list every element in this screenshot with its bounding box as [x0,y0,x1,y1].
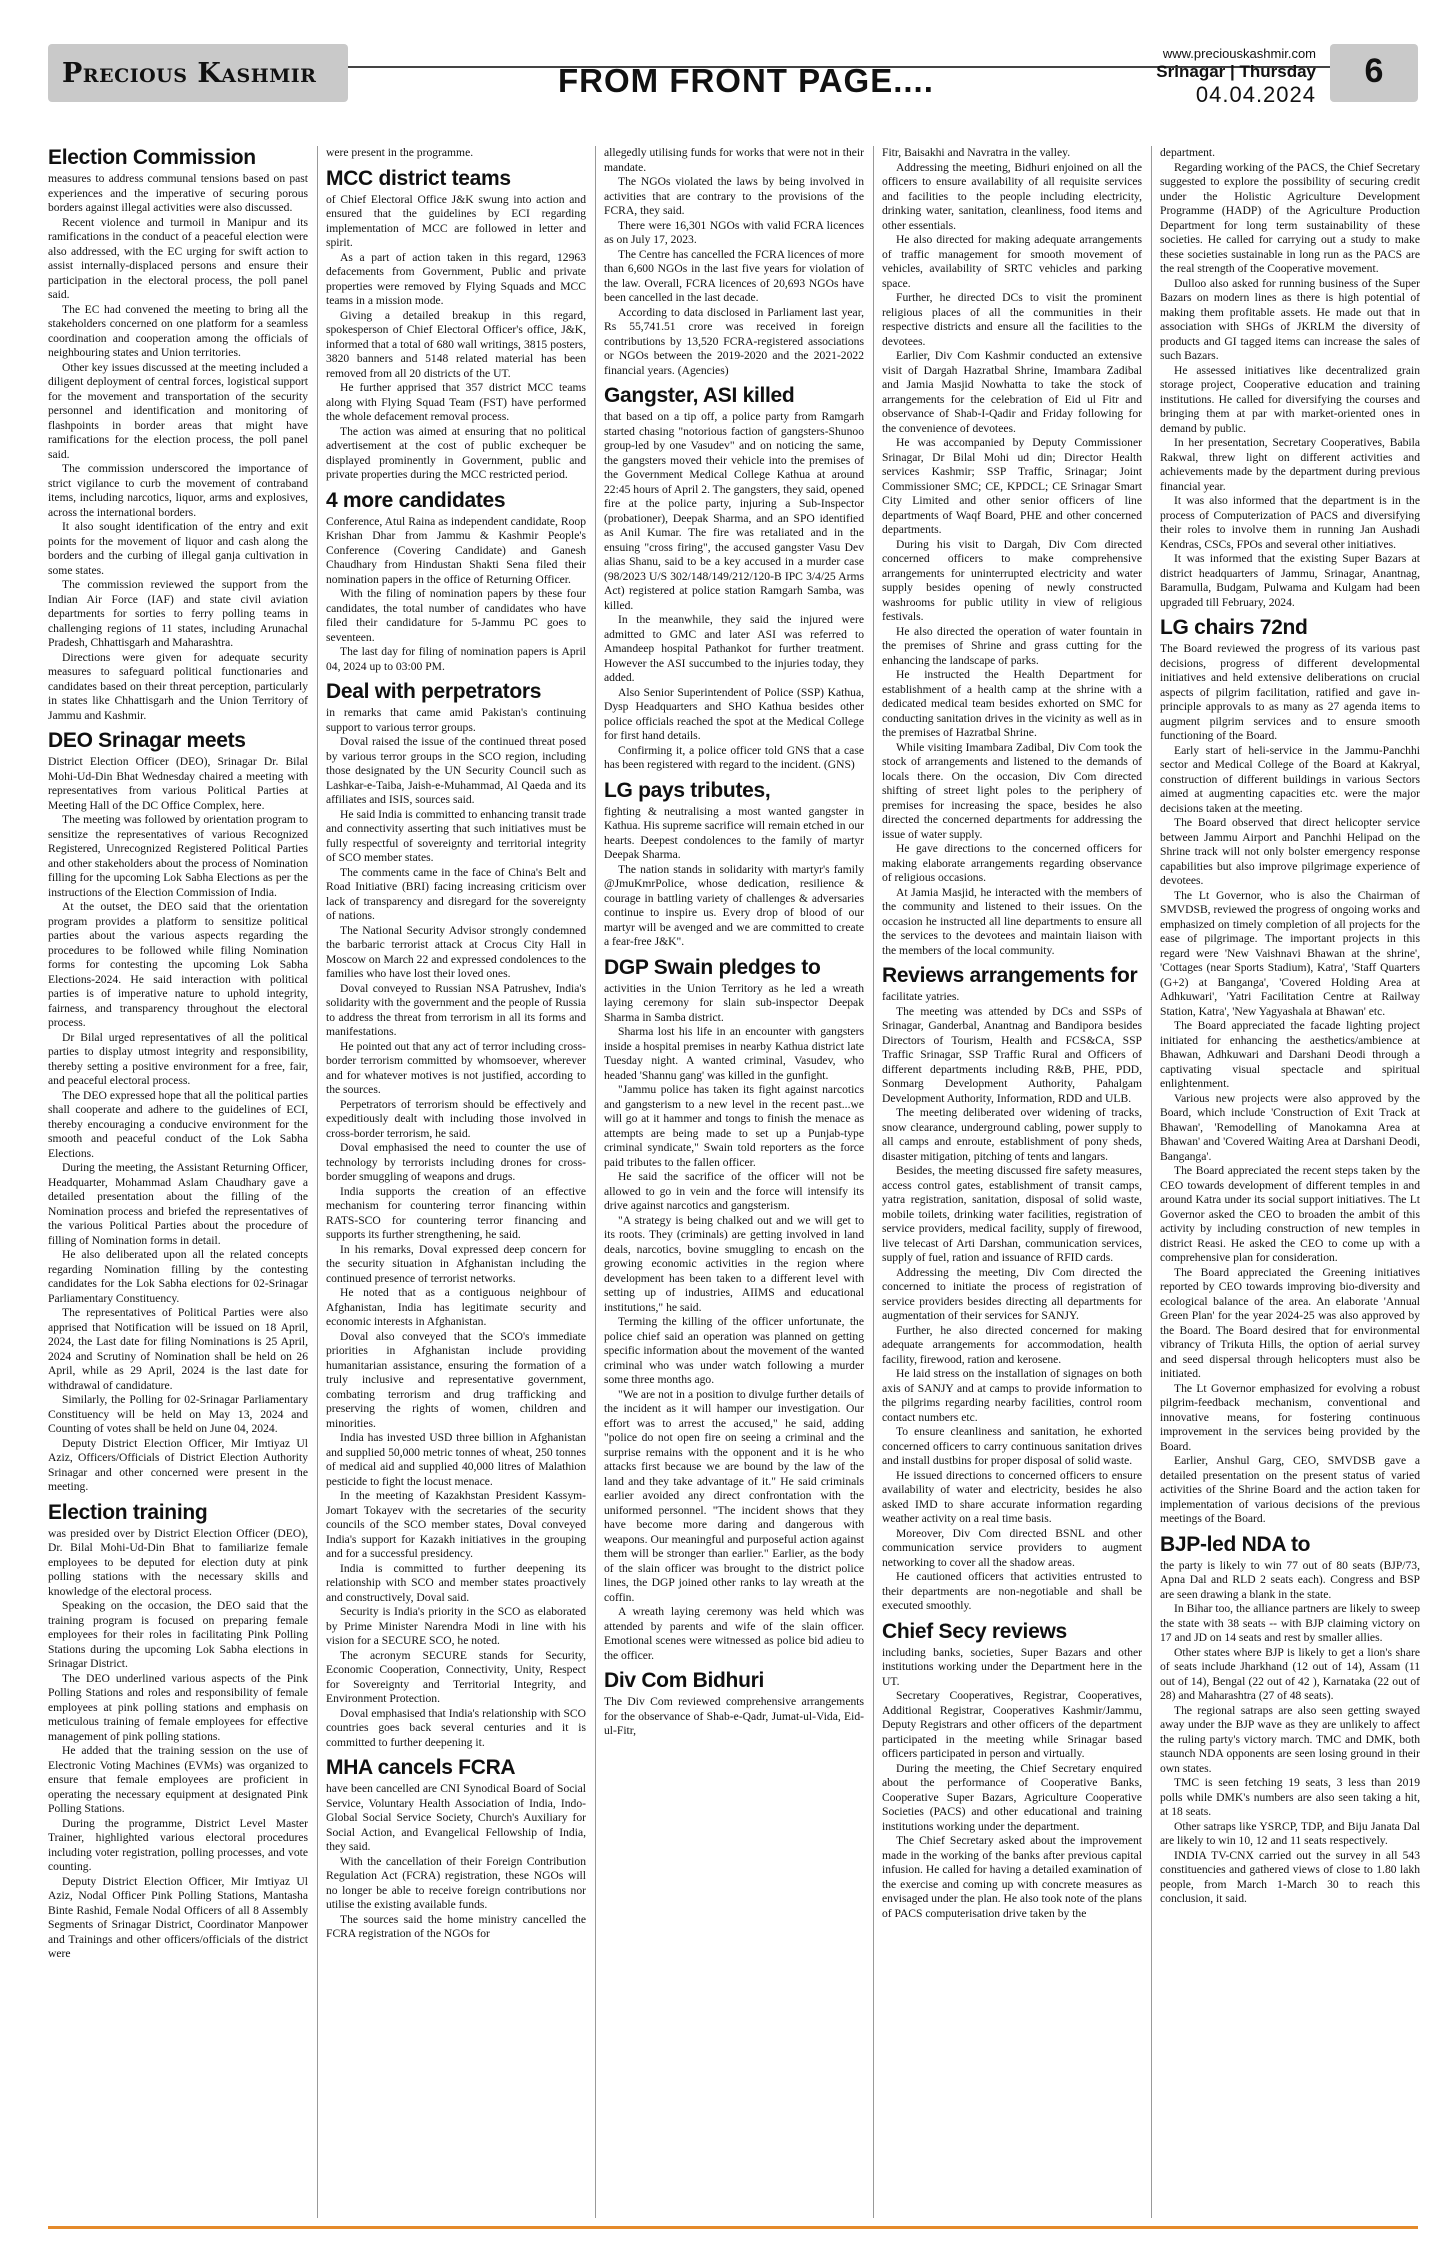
article-paragraph: While visiting Imambara Zadibal, Div Com took the stock of arrangements and listened to the demands of locals there. On the occasion, Div Com directed shifting of street light poles to the periphery of premises for increasing the space, besides he also directed the concerned departments for addressing the issue of water supply. [882,740,1142,841]
article-paragraph: It was informed that the existing Super Bazars at district headquarters of Jammu, Srinagar, Anantnag, Baramulla, Budgam, Pulwama and Kulgam had been upgraded till February, 2024. [1160,552,1420,609]
article-paragraph: Also Senior Superintendent of Police (SSP) Kathua, Dysp Headquarters and SHO Kathua besides other police officials reached the spot at the Medical College for first hand details. [604,685,864,742]
article-paragraph: He added that the training session on the use of Electronic Voting Machines (EVMs) was organized to ensure that female employees are proficient in operating the necessary equipment at designated Pink Polling Stations. [48,1744,308,1815]
article-paragraph: the party is likely to win 77 out of 80 seats (BJP/73, Apna Dal and RLD 2 seats each). Congress and BSP are seen drawing a blank in the state. [1160,1558,1420,1601]
article-paragraph: The last day for filing of nomination papers is April 04, 2024 up to 03:00 PM. [326,645,586,673]
article [326,1756,586,1942]
article-paragraph: fighting & neutralising a most wanted gangster in Kathua. His supreme sacrifice will remain etched in our hearts. Deepest condolences to the family of martyr Deepak Sharma. [604,804,864,861]
article-paragraph: Other key issues discussed at the meeting included a diligent deployment of central forces, logistical support for the movement and transportation of the security personnel and identification and monitoring of flashpoints in border areas that might have ramifications for the election process, the poll panel said. [48,360,308,461]
article-paragraph: India supports the creation of an effective mechanism for countering terror financing within RATS-SCO for countering terror financing and supports its further strengthening, he said. [326,1184,586,1241]
article-paragraph: The EC had convened the meeting to bring all the stakeholders concerned on one platform for a seamless coordination and cooperation among the officials of neighbouring states and Union territories. [48,302,308,359]
article-paragraph: He instructed the Health Department for establishment of a health camp at the shrine with a dedicated medical team besides exhorted on SMC for conducting sanitation drives in the vicinity as well as in the premises of Hazratbal Shrine. [882,668,1142,739]
article-paragraph: The Board appreciated the Greening initiatives reported by CEO towards improving bio-diversity and ecological balance of the area. An elaborate 'Annual Green Plan' for the year 2024-25 was also approved by the Board. The Board desired that for environmental vibrancy of Trikuta Hills, the option of aerial survey and seed dispersal through helicopters must also be initiated. [1160,1265,1420,1380]
article-paragraph: Other states where BJP is likely to get a lion's share of seats include Jharkhand (12 out of 14), Assam (11 out of 14), Bengal (22 out of 42 ), Karnataka (22 out of 28) and Maharashtra (27 of 48 seats). [1160,1645,1420,1702]
article-heading: MHA cancels FCRA [326,1756,516,1779]
article-paragraph: Doval emphasised the need to counter the use of technology by terrorists including drones for cross-border smuggling of weapons and drugs. [326,1141,586,1183]
article-heading: Div Com Bidhuri [604,1669,765,1692]
article-paragraph: He assessed initiatives like decentralized grain storage project, Cooperative education and training institutions. He called for diversifying the courses and bringing them at par with market-oriented ones in demand by public. [1160,363,1420,435]
article-paragraph: were present in the programme. [326,146,474,159]
column-1 [48,146,308,2218]
column-divider [873,146,874,2218]
article-paragraph: Directions were given for adequate security measures to safeguard political functionaries and candidates based on their threat perception, particularly in states like Chhattisgarh and the Union Territory of Jammu and Kashmir. [48,650,308,722]
article-paragraph: The NGOs violated the laws by being involved in activities that are contrary to the provisions of the FCRA, they said. [604,175,864,217]
column-divider [595,146,596,2218]
article-paragraph: Regarding working of the PACS, the Chief Secretary suggested to explore the possibility of securing credit under the Holistic Agriculture Development Programme (HADP) of the Agriculture Production Department for long term sustainability of these societies. He called for carrying out a study to make these societies sustainable in long run as the PACS are the real strength of the Cooperative movement. [1160,160,1420,275]
article-heading: 4 more candidates [326,488,506,512]
article-heading: Chief Secy reviews [882,1619,1067,1643]
article-paragraph: Speaking on the occasion, the DEO said that the training program is focused on preparing female employees for their roles in facilitating Pink Polling Stations during the upcoming Lok Sabha elections in Srinagar District. [48,1599,308,1670]
article-paragraph: The Board appreciated the facade lighting project initiated for enhancing the aesthetics/ambience at Bhawan, Adhkuwari and Darshani Deodi through a captivating visual spectacle and spiritual enlightenment. [1160,1019,1420,1090]
article-heading: Gangster, ASI killed [604,384,795,407]
article-paragraph: Doval conveyed to Russian NSA Patrushev, India's solidarity with the government and the people of Russia to address the threat from terrorism in all its forms and manifestations. [326,981,586,1038]
article-paragraph: The regional satraps are also seen getting swayed away under the BJP wave as they are unlikely to affect the ruling party's victory march. TMC and DMK, both staunch NDA opponents are seen losing ground in their own states. [1160,1703,1420,1775]
article-paragraph: Doval raised the issue of the continued threat posed by various terror groups in the SCO region, including those designated by the UN Security Council such as Lashkar-e-Taiba, Jaish-e-Muhammad, Al Qaeda and its affiliates and ISIS, sources said. [326,735,586,806]
article [1160,616,1420,1527]
article-paragraph: The Div Com reviewed comprehensive arrangements for the observance of Shab-e-Qadr, Jumat-ul-Vida, Eid-ul-Fitr, [604,1695,864,1737]
article-paragraph: The DEO underlined various aspects of the Pink Polling Stations and roles and responsibility of female employees at pink polling stations and emphasis on meticulous training of female employees for effective management of pink polling stations. [48,1671,308,1743]
article-paragraph: The action was aimed at ensuring that no political advertisement at the cost of public exchequer be displayed prominently in Government, public and private properties during the MCC restricted period. [326,424,586,481]
article-paragraph: Addressing the meeting, Bidhuri enjoined on all the officers to ensure availability of all requisite services and facilities to the people including electricity, drinking water, sanitation, cleanliness, food items and other essentials. [882,160,1142,232]
article-paragraph: He issued directions to concerned officers to ensure availability of water and electricity, besides he also asked IMD to share accurate information regarding weather activity on a real time basis. [882,1468,1142,1525]
column-3 [604,146,864,2218]
article-paragraph: The commission reviewed the support from the Indian Air Force (IAF) and state civil aviation departments for sorties to ferry polling teams in challenging regions of 11 states, including Arunachal Pradesh, Chhattisgarh and Maharashtra. [48,578,308,649]
article-paragraph: Deputy District Election Officer, Mir Imtiyaz Ul Aziz, Officers/Officials of District Election Authority Srinagar and other concerned were present in the meeting. [48,1436,308,1493]
article [604,384,864,773]
article-paragraph: Earlier, Anshul Garg, CEO, SMVDSB gave a detailed presentation on the present status of varied activities of the Shrine Board and the action taken for implementation of various decisions of the previous meetings of the Board. [1160,1454,1420,1525]
article-paragraph: Doval emphasised that India's relationship with SCO countries goes back several centuries and it is committed to further deepening it. [326,1706,586,1749]
section-title: FROM FRONT PAGE.... [558,62,934,99]
column-5 [1160,146,1420,2218]
article-paragraph: Dulloo also asked for running business of the Super Bazars on modern lines as there is high potential of making them profitable assets. He made out that in association with SHGs of JKRLM the diversity of products and GI tagged items can increase the sales of such Bazars. [1160,276,1420,362]
article-paragraph: He gave directions to the concerned officers for making elaborate arrangements regarding observance of religious occasions. [882,842,1142,884]
article-paragraph: The meeting deliberated over widening of tracks, snow clearance, underground cabling, power supply to all camps and enroute, establishment of pony sheds, disaster mitigation, pitching of tents and langars. [882,1106,1142,1163]
article [326,167,586,483]
article [882,964,1142,1614]
article-paragraph: In Bihar too, the alliance partners are likely to sweep the state with 38 seats -- with BJP claiming victory on 17 and JD on 14 seats and rest by smaller allies. [1160,1602,1420,1644]
article-paragraph: The Board reviewed the progress of its various past decisions, progress of different developmental initiatives and held extensive deliberations on crucial aspects of pilgrim facilitation, ratified and gave in-principle approvals to as many as 27 agenda items to augment pilgrim services and to ensure smooth functioning of the Board. [1160,642,1420,742]
article [48,729,308,1495]
article-paragraph: Secretary Cooperatives, Registrar, Cooperatives, Additional Registrar, Cooperatives Kashmir/Jammu, Deputy Registrars and other officers of the department participated in the meeting while Srinagar based officers participated in person and virtually. [882,1689,1142,1760]
article-paragraph: The nation stands in solidarity with martyr's family @JmuKmrPolice, whose dedication, resilience & courage in battling variety of challenges & adversaries continue to inspire us. Every drop of blood of our martyr will be avenged and we are committed to create a fear-free J&K". [604,862,864,948]
article [326,146,586,161]
article-paragraph: Giving a detailed breakup in this regard, spokesperson of Chief Electoral Officer's office, J&K, informed that a total of 680 wall writings, 3815 posters, 3820 banners and 5148 related material has been removed from all 20 districts of the UT. [326,308,586,380]
article [604,1669,864,1739]
newspaper-name: Precious Kashmir [62,58,317,89]
article-paragraph: In his remarks, Doval expressed deep concern for the security situation in Afghanistan including the continued presence of terrorist networks. [326,1242,586,1285]
article-paragraph: He said India is committed to enhancing transit trade and connectivity asserting that such initiatives must be fully respectful of sovereignty and territorial integrity of SCO member states. [326,807,586,864]
article-paragraph: Early start of heli-service in the Jammu-Panchhi sector and Medical College of the Board at Kakryal, construction of different buildings in various Sectors aimed at augmenting capacities etc. were the major decisions taken at the meeting. [1160,743,1420,815]
article-paragraph: He noted that as a contiguous neighbour of Afghanistan, India has legitimate security and economic interests in Afghanistan. [326,1286,586,1328]
article-paragraph: In the meanwhile, they said the injured were admitted to GMC and later ASI was referred to Amandeep hospital Pathankot for further treatment. However the ASI succumbed to the injuries today, they added. [604,613,864,684]
masthead [48,44,1418,107]
dateline: Srinagar | Thursday [1156,62,1316,81]
masthead-banner [48,44,348,102]
article-paragraph: in remarks that came amid Pakistan's continuing support to various terror groups. [326,706,586,734]
article-paragraph: India is committed to further deepening its relationship with SCO and member states proactively and constructively, Doval said. [326,1561,586,1604]
article-paragraph: In the meeting of Kazakhstan President Kassym-Jomart Tokayev with the secretaries of the security councils of the SCO member states, Doval conveyed India's support for Kazakh initiatives in the grouping and for a successful presidency. [326,1489,586,1560]
article-paragraph: including banks, societies, Super Bazars and other institutions working under the Department here in the UT. [882,1645,1142,1688]
article-paragraph: Further, he directed DCs to visit the prominent religious places of all the communities in their respective districts and ensure all the facilities to the devotees. [882,291,1142,348]
article-paragraph: At the outset, the DEO said that the orientation program provides a platform to sensitize political parties about the various aspects regarding the procedures to be followed while filing Nomination forms for contesting the upcoming Lok Sabha Elections-2024. He said interaction with political parties is of imperative nature to uphold integrity, fairness, and transparency throughout the electoral process. [48,900,308,1029]
article-paragraph: The National Security Advisor strongly condemned the barbaric terrorist attack at Crocus City Hall in Moscow on March 22 and expressed condolences to the families who have lost their loved ones. [326,923,586,980]
article-paragraph: Various new projects were also approved by the Board, which include 'Construction of Exit Track at Bhawan', 'Remodelling of Manokamna Area at Bhawan' and 'Covered Waiting Area at Darshani Deodi, Banganga'. [1160,1091,1420,1163]
article-columns [48,146,1418,2218]
article-paragraph: Dr Bilal urged representatives of all the political parties to display utmost integrity and responsibility, thereby setting a positive environment for a free, fair, and peaceful electoral process. [48,1030,308,1087]
article [48,1501,308,1962]
article-paragraph: "We are not in a position to divulge further details of the incident as it will hamper our investigation. Our effort was to arrest the accused," he said, adding "police do not open fire on seeing a criminal and the surprise remains with the opponent and it is he who attacks first because we are bound by the law of the land and they take advantage of it." He said criminals earlier avoided any direct confrontation with the uniformed personnel. "The incident shows that they have become more daring and dangerous with weapons. Our meaningful and purposeful action against them will be stronger than earlier." Earlier, as the body of the slain officer was brought to the district police lines, the DGP joined other ranks to lay wreath at the coffin. [604,1387,864,1604]
article-paragraph: The representatives of Political Parties were also apprised that Notification will be issued on 18 April, 2024, the Last date for filing Nominations is 25 April, 2024 and Scrutiny of Nomination shall be held on 26 April, while as 29 April, 2024 is the last date for withdrawal of candidature. [48,1306,308,1392]
website-link[interactable]: www.preciouskashmir.com [1162,46,1316,61]
article-paragraph: It also sought identification of the entry and exit points for the movement of liquor and cash along the borders and the curbing of illegal ganja cultivation in some states. [48,520,308,577]
article-paragraph: The Centre has cancelled the FCRA licences of more than 6,600 NGOs in the last five years for violation of the law. Overall, FCRA licences of 20,693 NGOs have been cancelled in the last decade. [604,247,864,304]
article-paragraph: At Jamia Masjid, he interacted with the members of the community and listened to their issues. On the occasion he instructed all line departments to ensure all the services to the devotees and maintain liaison with the members of the local community. [882,885,1142,957]
article-paragraph: The comments came in the face of China's Belt and Road Initiative (BRI) facing increasing criticism over lack of transparency and disregard for the sovereignty of nations. [326,865,586,922]
article-paragraph: Terming the killing of the officer unfortunate, the police chief said an operation was planned on getting specific information about the movement of the wanted criminal who was under watch following a murder some three months ago. [604,1315,864,1386]
article-paragraph: allegedly utilising funds for works that were not in their mandate. [604,146,864,174]
article [1160,1533,1420,1907]
article-paragraph: The Board appreciated the recent steps taken by the CEO towards development of different temples in and around Katra under its social support initiatives. The Lt Governor asked the CEO to broaden the ambit of this activity by including construction of new temples in district Reasi. He asked the CEO to come up with a comprehensive plan for consideration. [1160,1164,1420,1264]
article-paragraph: Other satraps like YSRCP, TDP, and Biju Janata Dal are likely to win 10, 12 and 11 seats respectively. [1160,1819,1420,1847]
article-paragraph: He cautioned officers that activities entrusted to their departments are non-negotiable and shall be executed smoothly. [882,1570,1142,1612]
article-paragraph: He was accompanied by Deputy Commissioner Srinagar, Dr Bilal Mohi ud din; Director Health services Kashmir; SSP Traffic, Srinagar; Joint Commissioner SMC; CE, KPDCL; CE Srinagar Smart City Limited and other senior officers of line departments of Waqf Board, PHE and other concerned departments. [882,436,1142,536]
article-paragraph: A wreath laying ceremony was held which was attended by parents and wife of the slain officer. Emotional scenes were witnessed as police bid adieu to the officer. [604,1605,864,1662]
article-heading: Reviews arrangements for [882,964,1138,987]
article-paragraph: The Lt Governor, who is also the Chairman of SMVDSB, reviewed the progress of ongoing works and emphasized on timely completion of all projects for the ease of pilgrimage. The important projects in this regard were 'New Vaishnavi Bhawan at the shrine', 'Cottages (near Sports Stadium), Katra', 'Staff Quarters (G+2) at Banganga', 'Covered Holding Area at Adhkuwari', 'Yatri Facilitation Centre at Railway Station, Katra', 'New Yagyashala at Bhawan' etc. [1160,888,1420,1018]
article-paragraph: With the cancellation of their Foreign Contribution Regulation Act (FCRA) registration, these NGOs will no longer be able to receive foreign contributions nor utilise the existing available funds. [326,1854,586,1911]
article-paragraph: that based on a tip off, a police party from Ramgarh started chasing "notorious faction of gangsters-Shunoo group-led by one Vasudev" and on noticing the same, the gangsters moved their vehicle into the premises of the Government Medical College Kathua at around 22:45 hours of April 2. The gangsters, they said, opened fire at the police party, injuring a Sub-Inspector (probationer), Deepak Sharma, and an SPO identified as Anil Kumar. The fire was retaliated and in the ensuing "cross firing", the accused gangster Vasu Dev alias Shanu, said to be a key accused in a murder case (98/2023 U/S 302/148/149/212/120-B IPC 3/4/25 Arms Act) registered at police station Ramgarh Samba, was killed. [604,410,864,612]
article-paragraph: Deputy District Election Officer, Mir Imtiyaz Ul Aziz, Nodal Officer Pink Polling Stations, Mantasha Binte Rashid, Female Nodal Officers of all 8 Assembly Segments of Srinagar District, Coordinator Manpower and Trainings and other officers/officials of the district were [48,1874,308,1960]
column-divider [317,146,318,2218]
article-paragraph: During the programme, District Level Master Trainer, highlighted various electoral procedures including voter registration, polling processes, and vote counting. [48,1816,308,1873]
article-paragraph: With the filing of nomination papers by these four candidates, the total number of candidates who have filed their candidature for 5-Jammu PC goes to seventeen. [326,587,586,644]
article-heading: MCC district teams [326,166,511,190]
column-2 [326,146,586,2218]
article [48,146,308,723]
article-paragraph: He further apprised that 357 district MCC teams along with Flying Squad Team (FST) have performed the whole defacement removal process. [326,381,586,423]
footer-rule [48,2226,1418,2229]
article [604,956,864,1664]
article-paragraph: According to data disclosed in Parliament last year, Rs 55,741.51 crore was received in foreign contributions by 13,520 FCRA-registered associations or NGOs between the 2019-2020 and the 2021-2022 financial years. (Agencies) [604,305,864,377]
article-paragraph: The commission underscored the importance of strict vigilance to curb the movement of contraband items, including narcotics, liquor, arms and explosives, across the international borders. [48,462,308,519]
article [882,146,1142,958]
article-heading: DEO Srinagar meets [48,729,246,752]
article-paragraph: activities in the Union Territory as he led a wreath laying ceremony for slain sub-inspector Deepak Sharma in Samba district. [604,981,864,1024]
article-paragraph: In her presentation, Secretary Cooperatives, Babila Rakwal, threw light on different activities and achievements made by the department during previous financial year. [1160,436,1420,493]
article-paragraph: Confirming it, a police officer told GNS that a case has been registered with regard to the incident. (GNS) [604,743,864,771]
page-number: 6 [1364,52,1384,90]
article-paragraph: facilitate yatries. [882,990,960,1003]
article-paragraph: The meeting was followed by orientation program to sensitize the representatives of various Recognized Registered, Unrecognized Registered Political Parties and other stakeholders about the process of Nomination filling for the upcoming Lok Sabha Elections as per the instructions of the Election Commission of India. [48,813,308,899]
article-paragraph: Security is India's priority in the SCO as elaborated by Prime Minister Narendra Modi in line with his vision for a SECURE SCO, he noted. [326,1605,586,1647]
article [326,489,586,675]
article-paragraph: He laid stress on the installation of signages on both axis of SANJY and at camps to provide information to the pilgrims regarding nearby facilities, control room contact numbers etc. [882,1367,1142,1424]
article-paragraph: The meeting was attended by DCs and SSPs of Srinagar, Ganderbal, Anantnag and Bandipora besides Directors of Tourism, Health and FCS&CA, SSP Traffic Srinagar, SSP Traffic Rural and Officers of different departments including R&B, PHE, PDD, Sonmarg Development Authority, Pahalgam Development Authority, Information, RDD and ULB. [882,1004,1142,1105]
article [1160,146,1420,610]
article-paragraph: Conference, Atul Raina as independent candidate, Roop Krishan Dhar from Jammu & Kashmir People's Conference (Covering Candidate) and Ganesh Chaudhary from Hindustan Shakti Sena filed their nomination papers in the office of Returning Officer. [326,514,586,586]
article-paragraph: There were 16,301 NGOs with valid FCRA licences as on July 17, 2023. [604,218,864,246]
article-paragraph: He also deliberated upon all the related concepts regarding Nomination filling by the contesting candidates for the Lok Sabha elections for 02-Srinagar Parliamentary Constituency. [48,1248,308,1305]
article-paragraph: As a part of action taken in this regard, 12963 defacements from Government, Public and private properties were removed by Flying Squads and MCC teams in a mission mode. [326,250,586,307]
article-paragraph: He also directed the operation of water fountain in the premises of Shrine and grass cutting for the enhancing the landscape of parks. [882,624,1142,667]
article-paragraph: The Chief Secretary asked about the improvement made in the working of the banks after previous capital infusion. He called for having a detailed examination of the exercise and coming up with concrete measures as envisaged under the plan. He also took note of the plans of PACS computerisation drive taken by the [882,1834,1142,1920]
article-paragraph: The acronym SECURE stands for Security, Economic Cooperation, Connectivity, Unity, Respect for Sovereignty and Territorial Integrity, and Environment Protection. [326,1648,586,1705]
column-divider [1151,146,1152,2218]
article-paragraph: Addressing the meeting, Div Com directed the concerned to initiate the process of registration of service providers besides directing all departments for augmentation of their services for SANJY. [882,1265,1142,1322]
article-heading: Deal with perpetrators [326,680,542,703]
article [882,1620,1142,1922]
article-paragraph: During the meeting, the Assistant Returning Officer, Headquarter, Mohammad Aslam Chaudhary gave a detailed presentation about the filling of the Nomination process and briefed the representatives of the various Political Parties about the procedure of filling of Nomination forms in detail. [48,1161,308,1247]
article [326,680,586,1750]
article-paragraph: measures to address communal tensions based on past experiences and the imperative of securing porous borders against illegal activities were also discussed. [48,172,308,214]
page-number-box [1330,44,1418,102]
issue-date: 04.04.2024 [1195,82,1316,107]
article-paragraph: "Jammu police has taken its fight against narcotics and gangsterism to a new level in the recent past...we will go at it hammer and tongs to finish the menace as attempts are being made to set up a Punjab-type criminal syndicate," Swain told reporters as the force paid tributes to the fallen officer. [604,1083,864,1169]
article-paragraph: The Board observed that direct helicopter service between Jammu Airport and Panchhi Helipad on the Shrine track will not only bolster emergency response capabilities but also improve pilgrimage experience of devotees. [1160,816,1420,887]
article-paragraph: Further, he also directed concerned for making adequate arrangements for accommodation, health facility, firewood, ration and kerosene. [882,1323,1142,1366]
article-paragraph: Besides, the meeting discussed fire safety measures, access control gates, establishment of transit camps, yatra registration, sanitation, disposal of solid waste, mobile toilets, drinking water facilities, registration of service providers, medical facility, supply of firewood, live telecast of Arti Darshan, communication services, supply of fuel, ration and issuance of RFID cards. [882,1164,1142,1264]
article-paragraph: "A strategy is being chalked out and we will get to its roots. They (criminals) are getting involved in land deals, narcotics, bovine smuggling to encash on the growing economic activities in the region where development has been taken to a different level with setting up of industries, AIIMS and educational institutions," he said. [604,1213,864,1314]
article-heading: LG pays tributes, [604,778,771,802]
column-4 [882,146,1142,2218]
article-paragraph: The Lt Governor emphasized for evolving a robust pilgrim-feedback mechanism, conventional and innovative means, for fostering continuous improvement in the services being provided by the Board. [1160,1381,1420,1453]
article-paragraph: was presided over by District Election Officer (DEO), Dr. Bilal Mohi-Ud-Din Bhat to familiarize female employees to be deputed for election duty at pink polling stations with the necessary skills and knowledge of the electoral process. [48,1526,308,1598]
article-paragraph: India has invested USD three billion in Afghanistan and supplied 50,000 metric tonnes of wheat, 250 tonnes of medical aid and supplied 40,000 litres of Malathion pesticide to fight the locust menace. [326,1431,586,1488]
article-paragraph: During the meeting, the Chief Secretary enquired about the performance of Cooperative Banks, Cooperative Super Bazars, Agriculture Cooperative Societies (PACS) and other educational and training institutions working under the department. [882,1761,1142,1833]
article-paragraph: of Chief Electoral Office J&K swung into action and ensured that the guidelines by ECI regarding implementation of MCC are followed in letter and spirit. [326,192,586,249]
article-heading: BJP-led NDA to [1160,1532,1311,1556]
article-paragraph: He pointed out that any act of terror including cross-border terrorism committed by whomsoever, wherever and for whatever motives is not justified, according to the sources. [326,1039,586,1096]
article-heading: Election training [48,1500,208,1524]
article-paragraph: department. [1160,146,1216,159]
article-paragraph: Earlier, Div Com Kashmir conducted an extensive visit of Dargah Hazratbal Shrine, Imambara Zadibal and Jamia Masjid Nowhatta to take the stock of arrangements for the celebration of Eid ul Fitr and observance of Shab-I-Qadir and Friday following for the convenience of devotees. [882,349,1142,435]
article-paragraph: To ensure cleanliness and sanitation, he exhorted concerned officers to carry continuous sanitation drives and install dustbins for proper disposal of solid waste. [882,1425,1142,1467]
article-heading: LG chairs 72nd [1160,616,1308,639]
article [604,779,864,950]
article-paragraph: The DEO expressed hope that all the political parties shall cooperate and adhere to the guidelines of ECI, thereby encouraging a conducive environment for the smooth and peaceful conduct of the Lok Sabha Elections. [48,1088,308,1160]
article-paragraph: Fitr, Baisakhi and Navratra in the valley. [882,146,1071,159]
article-paragraph: The sources said the home ministry cancelled the FCRA registration of the NGOs for [326,1912,586,1940]
article-paragraph: have been cancelled are CNI Synodical Board of Social Service, Voluntary Health Association of India, Indo-Global Social Service Society, Church's Auxiliary for Social Action, and Evangelical Fellowship of India, they said. [326,1782,586,1853]
article-paragraph: TMC is seen fetching 19 seats, 3 less than 2019 polls while DMK's numbers are also seen taking a hit, at 18 seats. [1160,1776,1420,1818]
article-paragraph: Perpetrators of terrorism should be effectively and expeditiously dealt with including those involved in cross-border terrorism, he said. [326,1097,586,1140]
article-heading: DGP Swain pledges to [604,955,821,979]
article-paragraph: Similarly, the Polling for 02-Srinagar Parliamentary Constituency will be held on May 13, 2024 and Counting of votes shall be held on June 04, 2024. [48,1393,308,1435]
article [604,146,864,378]
article-paragraph: Moreover, Div Com directed BSNL and other communication service providers to augment networking to cover all the shadow areas. [882,1526,1142,1569]
article-paragraph: Doval also conveyed that the SCO's immediate priorities in Afghanistan include providing humanitarian assistance, ensuring the formation of a truly inclusive and representative government, combating terrorism and drug trafficking and preserving the rights of women, children and minorities. [326,1329,586,1430]
article-paragraph: It was also informed that the department is in the process of Computerization of PACS and diversifying their roles to involve them in running Jan Aushadi Kendras, CSCs, FPOs and several other initiatives. [1160,494,1420,551]
article-paragraph: He also directed for making adequate arrangements of traffic management for smooth movement of vehicles, availability of SRTC vehicles and parking space. [882,233,1142,290]
article-heading: Election Commission [48,146,256,169]
article-paragraph: Sharma lost his life in an encounter with gangsters inside a hospital premises in nearby Kathua district late Tuesday night. A wanted criminal, Vasudev, who headed 'Shannu gang' was killed in the gunfight. [604,1025,864,1082]
article-paragraph: INDIA TV-CNX carried out the survey in all 543 constituencies and gathered views of close to 1.80 lakh people, from March 1-March 30 to reach this conclusion, it said. [1160,1848,1420,1905]
article-paragraph: During his visit to Dargah, Div Com directed concerned officers to make comprehensive arrangements for uninterrupted electricity and water supply besides opening of newly constructed washrooms for public utility in view of religious festivals. [882,537,1142,623]
article-paragraph: He said the sacrifice of the officer will not be allowed to go in vein and the force will intensify its drive against narcotics and gangsterism. [604,1170,864,1212]
article-paragraph: District Election Officer (DEO), Srinagar Dr. Bilal Mohi-Ud-Din Bhat Wednesday chaired a meeting with representatives from various Political Parties at Meeting Hall of the DC Office Complex, here. [48,755,308,812]
article-paragraph: Recent violence and turmoil in Manipur and its ramifications in the conduct of a peaceful election were also addressed, with the EC urging for swift action to assist internally-displaced persons and ensure their participation in the electoral process, the poll panel said. [48,215,308,301]
